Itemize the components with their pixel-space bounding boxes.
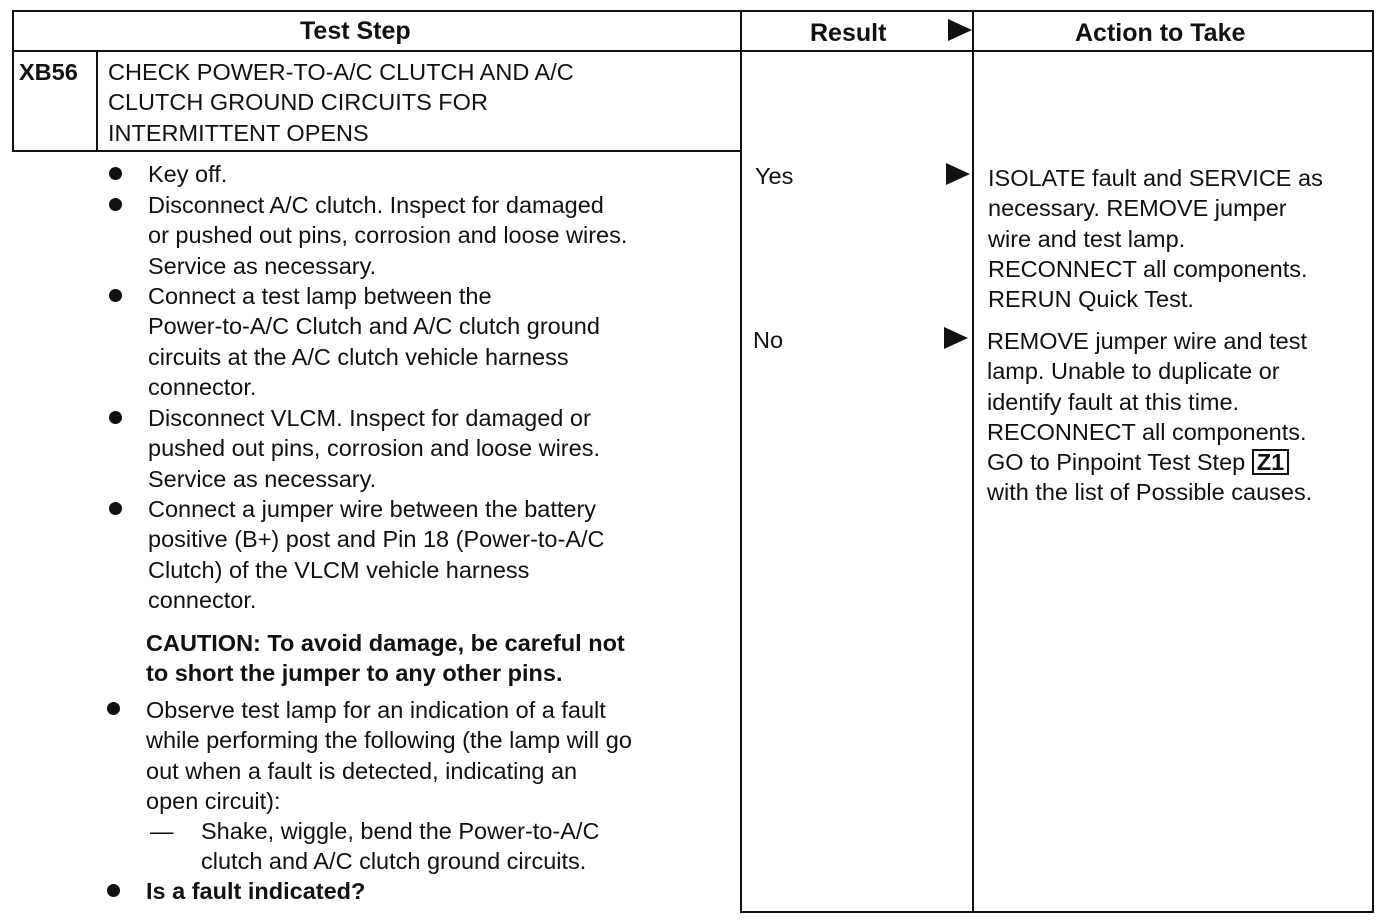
procedure-sub-item-shake <box>201 816 599 877</box>
bullet-icon <box>109 198 122 211</box>
step-id: XB56 <box>19 59 78 85</box>
action-yes <box>988 163 1323 314</box>
action-goto-line <box>987 447 1312 477</box>
procedure-line: or pushed out pins, corrosion and loose wires. <box>148 222 628 249</box>
action-line: RERUN Quick Test. <box>988 286 1194 313</box>
bullet-icon <box>109 289 122 302</box>
procedure-line: Key off. <box>148 161 228 187</box>
header-bottom-border <box>12 50 1374 52</box>
bullet-icon <box>109 167 122 180</box>
action-line: RECONNECT all components. <box>988 255 1308 282</box>
procedure-bullet-test-lamp <box>148 281 600 402</box>
action-line: necessary. REMOVE jumper <box>988 195 1287 222</box>
step-id-divider <box>96 50 98 150</box>
table-left-border <box>12 10 14 150</box>
question: Is a fault indicated? <box>146 878 366 904</box>
result-yes: Yes <box>755 163 794 189</box>
header-arrow-icon <box>948 19 972 41</box>
procedure-bullet-disconnect-clutch <box>148 190 627 281</box>
bullet-icon <box>107 702 120 715</box>
step-title-line: CHECK POWER-TO-A/C CLUTCH AND A/C <box>108 59 574 85</box>
procedure-bullet-disconnect-vlcm <box>148 403 600 494</box>
caution-line: to short the jumper to any other pins. <box>146 660 563 687</box>
procedure-line: clutch and A/C clutch ground circuits. <box>201 848 587 875</box>
procedure-line: Disconnect A/C clutch. Inspect for damaged <box>148 192 604 218</box>
action-line: wire and test lamp. <box>988 225 1186 252</box>
procedure-line: connector. <box>148 373 257 400</box>
procedure-line: Shake, wiggle, bend the Power-to-A/C <box>201 818 600 844</box>
header-result: Result <box>810 19 887 47</box>
pinpoint-step-link[interactable]: Z1 <box>1252 449 1289 475</box>
procedure-line: connector. <box>148 586 257 613</box>
goto-text: GO to Pinpoint Test Step <box>987 449 1252 476</box>
caution-line: CAUTION: To avoid damage, be careful not <box>146 630 625 656</box>
dash-mark: — <box>150 818 174 844</box>
result-no-arrow-icon <box>944 327 968 349</box>
procedure-line: Service as necessary. <box>148 252 377 279</box>
step-title <box>108 57 574 148</box>
header-test-step: Test Step <box>300 17 411 45</box>
action-line: identify fault at this time. <box>987 388 1240 415</box>
action-line: RECONNECT all components. <box>987 418 1307 445</box>
procedure-line: Power-to-A/C Clutch and A/C clutch ground <box>148 313 600 340</box>
procedure-line: Clutch) of the VLCM vehicle harness <box>148 556 530 583</box>
col-divider-2 <box>972 10 974 913</box>
result-no: No <box>753 327 784 353</box>
action-line: lamp. Unable to duplicate or <box>987 358 1280 385</box>
bullet-icon <box>109 502 122 515</box>
procedure-line: Disconnect VLCM. Inspect for damaged or <box>148 405 591 431</box>
step-title-line: INTERMITTENT OPENS <box>108 119 369 146</box>
procedure-line: pushed out pins, corrosion and loose wires. <box>148 435 600 462</box>
action-no <box>987 326 1312 508</box>
bullet-icon <box>107 884 120 897</box>
procedure-line: Connect a test lamp between the <box>148 283 492 309</box>
result-yes-arrow-icon <box>946 163 970 185</box>
step-title-bottom-border <box>12 150 742 152</box>
table-right-border <box>1372 10 1374 913</box>
procedure-bullet-key-off <box>148 159 227 189</box>
step-title-line: CLUTCH GROUND CIRCUITS FOR <box>108 89 488 116</box>
caution-note <box>146 628 625 689</box>
procedure-bullet-observe <box>146 695 632 816</box>
bullet-icon <box>109 411 122 424</box>
table-top-border <box>12 10 1374 12</box>
procedure-line: out when a fault is detected, indicating an <box>146 757 578 784</box>
action-line: REMOVE jumper wire and test <box>987 328 1307 354</box>
header-action: Action to Take <box>1075 19 1246 47</box>
procedure-line: while performing the following (the lamp will go <box>146 727 632 754</box>
action-line: ISOLATE fault and SERVICE as <box>988 165 1323 191</box>
procedure-line: Observe test lamp for an indication of a fault <box>146 697 606 723</box>
action-line: with the list of Possible causes. <box>987 479 1313 506</box>
procedure-line: Connect a jumper wire between the battery <box>148 496 597 522</box>
table-bottom-border <box>740 911 1374 913</box>
procedure-line: circuits at the A/C clutch vehicle harness <box>148 343 569 370</box>
procedure-line: open circuit): <box>146 787 281 814</box>
col-divider-1 <box>740 10 742 913</box>
procedure-line: positive (B+) post and Pin 18 (Power-to-A/C <box>148 526 605 553</box>
procedure-bullet-jumper <box>148 494 605 615</box>
procedure-line: Service as necessary. <box>148 465 377 492</box>
